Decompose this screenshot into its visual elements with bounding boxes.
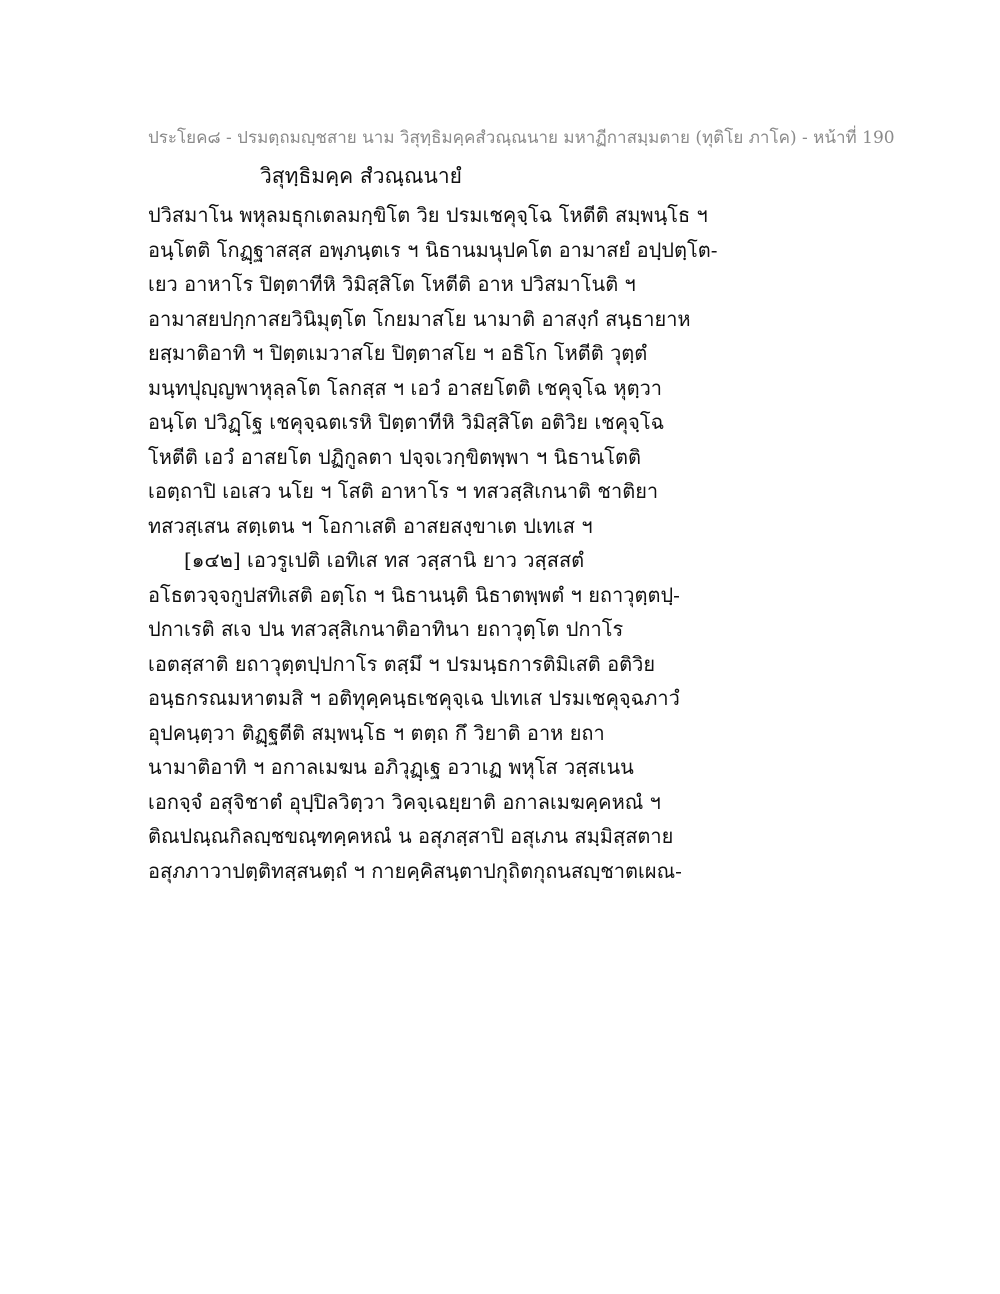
text-line: มนฺทปุญฺญพาหุลฺลโต โลกสฺส ฯ เอวํ อาสยโตติ เชคุจฺโฉ หุตฺวา (148, 375, 663, 400)
paragraph-start-line: [๑๔๒] เอวรูเปติ เอทิเส ทส วสฺสานิ ยาว วสฺสสตํ (184, 548, 585, 572)
text-line: ติณปณฺณกิลญฺชขณฺฑคฺคหณํ น อสุภสฺสาปิ อสุเภน สมฺมิสฺสตาย (148, 824, 674, 848)
text-line: อสุภภาวาปตฺติทสฺสนตฺถํ ฯ กายคฺคิสนฺตาปกุถิตกุถนสญฺชาตเผณ- (148, 858, 682, 883)
text-line: อนฺโตติ โกฏฺฐาสสฺส อพฺภนฺตเร ฯ นิธานมนุปคโต อามาสยํ อปฺปตฺโต- (148, 237, 718, 262)
text-line: ปกาเรติ สเจ ปน ทสวสฺสิเกนาติอาทินา ยถาวุตฺโต ปกาโร (148, 617, 624, 641)
text-line: ยสฺมาติอาทิ ฯ ปิตฺตเมวาสโย ปิตฺตาสโย ฯ อธิโก โหตีติ วุตฺตํ (148, 341, 648, 365)
text-line: อนฺธกรณมหาตมสิ ฯ อติทุคฺคนฺธเชคุจฺเฉ ปเทเส ปรมเชคุจฺฉภาวํ (148, 686, 680, 710)
text-line: เอตฺถาปิ เอเสว นโย ฯ โสติ อาหาโร ฯ ทสวสฺสิเกนาติ ชาติยา (148, 479, 659, 503)
text-line: อโธตวจฺจกูปสทิเสติ อตฺโถ ฯ นิธานนฺติ นิธาตพฺพตํ ฯ ยถาวุตฺตปฺ- (148, 582, 680, 607)
text-line: เอตสฺสาติ ยถาวุตฺตปฺปกาโร ตสฺมึ ฯ ปรมนฺธการติมิเสติ อติวิย (148, 651, 656, 676)
body-text (148, 198, 868, 888)
text-line: อนฺโต ปวิฏฺโฐ เชคุจฺฉตเรหิ ปิตฺตาทีหิ วิมิสฺสิโต อติวิย เชคุจฺโฉ (148, 410, 665, 434)
text-line: ปวิสมาโน พหุลมธุกเตลมกฺขิโต วิย ปรมเชคุจฺโฉ โหตีติ สมฺพนฺโธ ฯ (148, 203, 708, 227)
section-title: วิสุทฺธิมคฺค สํวณฺณนายํ (260, 164, 462, 188)
text-line: นามาติอาทิ ฯ อกาลเมฆน อภิวุฏฺเฐ อวาเฏ พหุโส วสฺสเนน (148, 755, 634, 779)
text-line: อุปคนฺตฺวา ติฏฺฐตีติ สมฺพนฺโธ ฯ ตตฺถ กึ วิยาติ อาห ยถา (148, 720, 605, 745)
text-line: อามาสยปกฺกาสยวินิมุตฺโต โกยมาสโย นามาติ อาสงฺกํ สนฺธายาห (148, 306, 691, 331)
text-line: เยว อาหาโร ปิตฺตาทีหิ วิมิสฺสิโต โหตีติ อาห ปวิสมาโนติ ฯ (148, 272, 636, 296)
text-line: ทสวสฺเสน สตฺเตน ฯ โอกาเสติ อาสยสงฺขาเต ปเทเส ฯ (148, 513, 593, 538)
running-header: ประโยค๘ - ปรมตฺถมญฺชสาย นาม วิสุทฺธิมคฺคสํวณฺณนาย มหาฏีกาสมฺมตาย (ทุติโย ภาโค) - หน้าที่ 190 (148, 128, 895, 148)
text-line: เอกจฺจํ อสุจิชาตํ อุปฺปิลวิตฺวา วิคจฺเฉยฺยาติ อกาลเมฆคฺคหณํ ฯ (148, 789, 661, 814)
text-line: โหตีติ เอวํ อาสยโต ปฏิกูลตา ปจฺจเวกฺขิตพฺพา ฯ นิธานโตติ (148, 444, 642, 469)
